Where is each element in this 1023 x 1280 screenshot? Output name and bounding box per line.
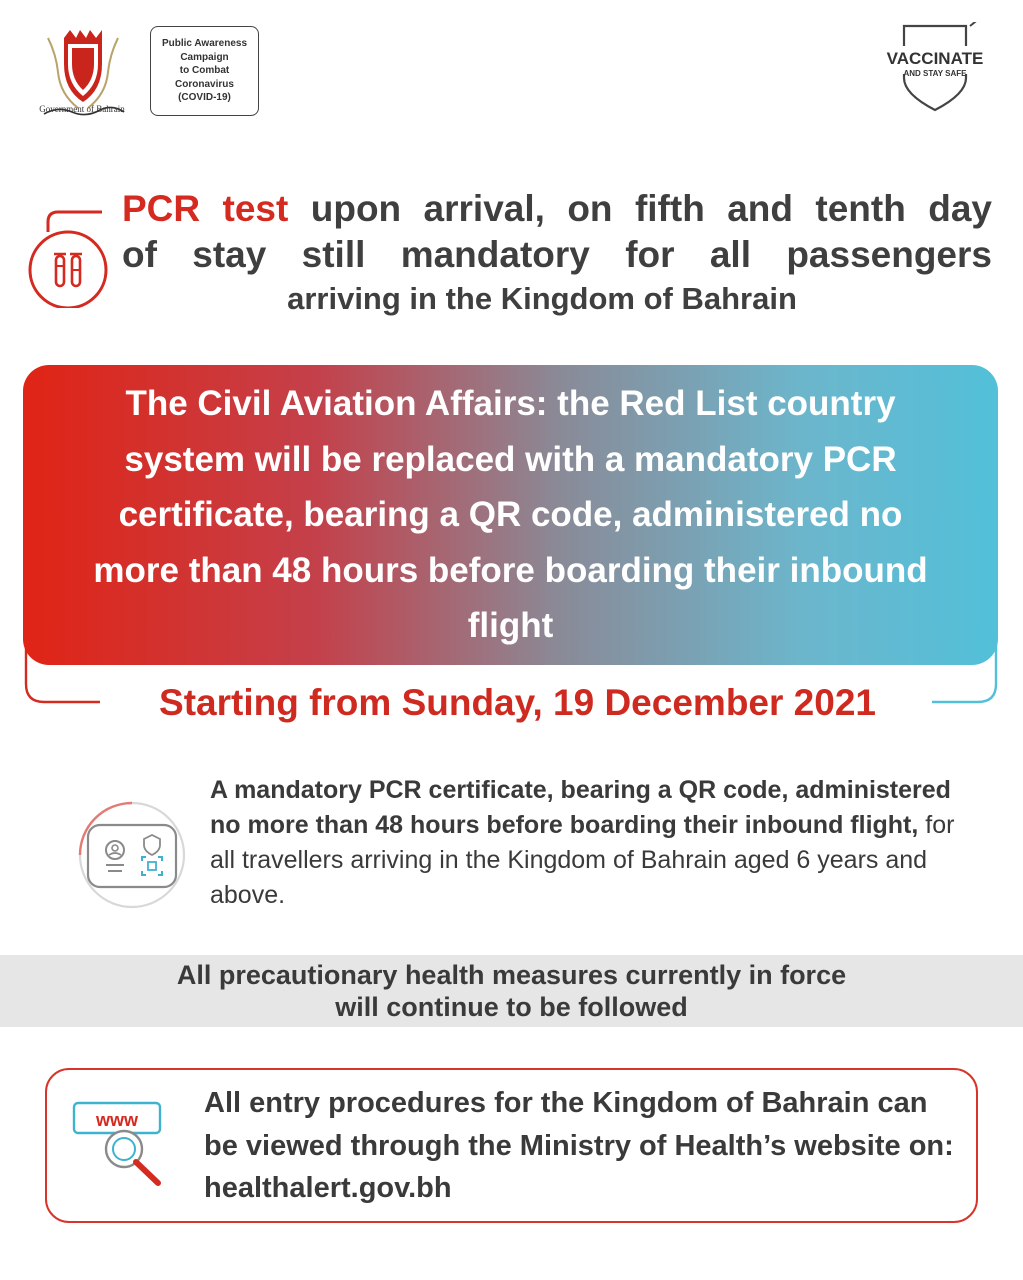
test-tube-icon	[22, 198, 122, 308]
certificate-info-normal: for all travellers arriving in the Kingdom of Bahrain aged 6 years and above.	[210, 811, 955, 909]
banner-text: The Civil Aviation Affairs: the Red List country system will be replaced with a mandatory PCR certificate, bearing a QR code, administered no more than 48 hours before boarding their inbound flight	[93, 384, 928, 646]
headline-line-2: of stay still mandatory for all passengers	[122, 234, 992, 275]
www-label: www	[95, 1110, 139, 1130]
campaign-badge	[150, 26, 259, 116]
precautions-line-2: will continue to be followed	[335, 992, 688, 1022]
headline	[122, 186, 992, 320]
precautions-band	[0, 955, 1023, 1027]
headline-line-3: arriving in the Kingdom of Bahrain	[287, 281, 797, 316]
campaign-line: Public Awareness	[161, 38, 248, 50]
vaccinate-shield-badge	[884, 22, 986, 114]
vaccinate-title: VACCINATE	[886, 49, 984, 68]
start-date: Starting from Sunday, 19 December 2021	[110, 680, 925, 726]
gov-label: Government of Bahrain	[39, 104, 125, 114]
headline-highlight: PCR test	[122, 188, 289, 229]
entry-procedures-text: All entry procedures for the Kingdom of Bahrain can be viewed through the Ministry of Health’s website on: healthalert.gov.bh	[204, 1087, 954, 1204]
headline-line-1-rest: upon arrival, on fifth and tenth day	[288, 188, 992, 229]
certificate-info	[210, 773, 970, 913]
precautions-line-1: All precautionary health measures currently in force	[176, 960, 847, 990]
www-search-icon	[68, 1093, 178, 1198]
certificate-info-bold: A mandatory PCR certificate, bearing a QR code, administered no more than 48 hours before boarding their inbound flight,	[210, 776, 951, 839]
campaign-line: (COVID-19)	[178, 92, 231, 104]
campaign-line: Coronavirus	[175, 78, 234, 90]
id-card-icon	[70, 795, 195, 915]
civil-aviation-banner	[23, 365, 998, 665]
headline-line-1	[122, 186, 992, 232]
campaign-line: Campaign	[180, 51, 229, 63]
vaccinate-subtitle: AND STAY SAFE	[903, 69, 967, 78]
campaign-line: to Combat	[179, 65, 230, 77]
